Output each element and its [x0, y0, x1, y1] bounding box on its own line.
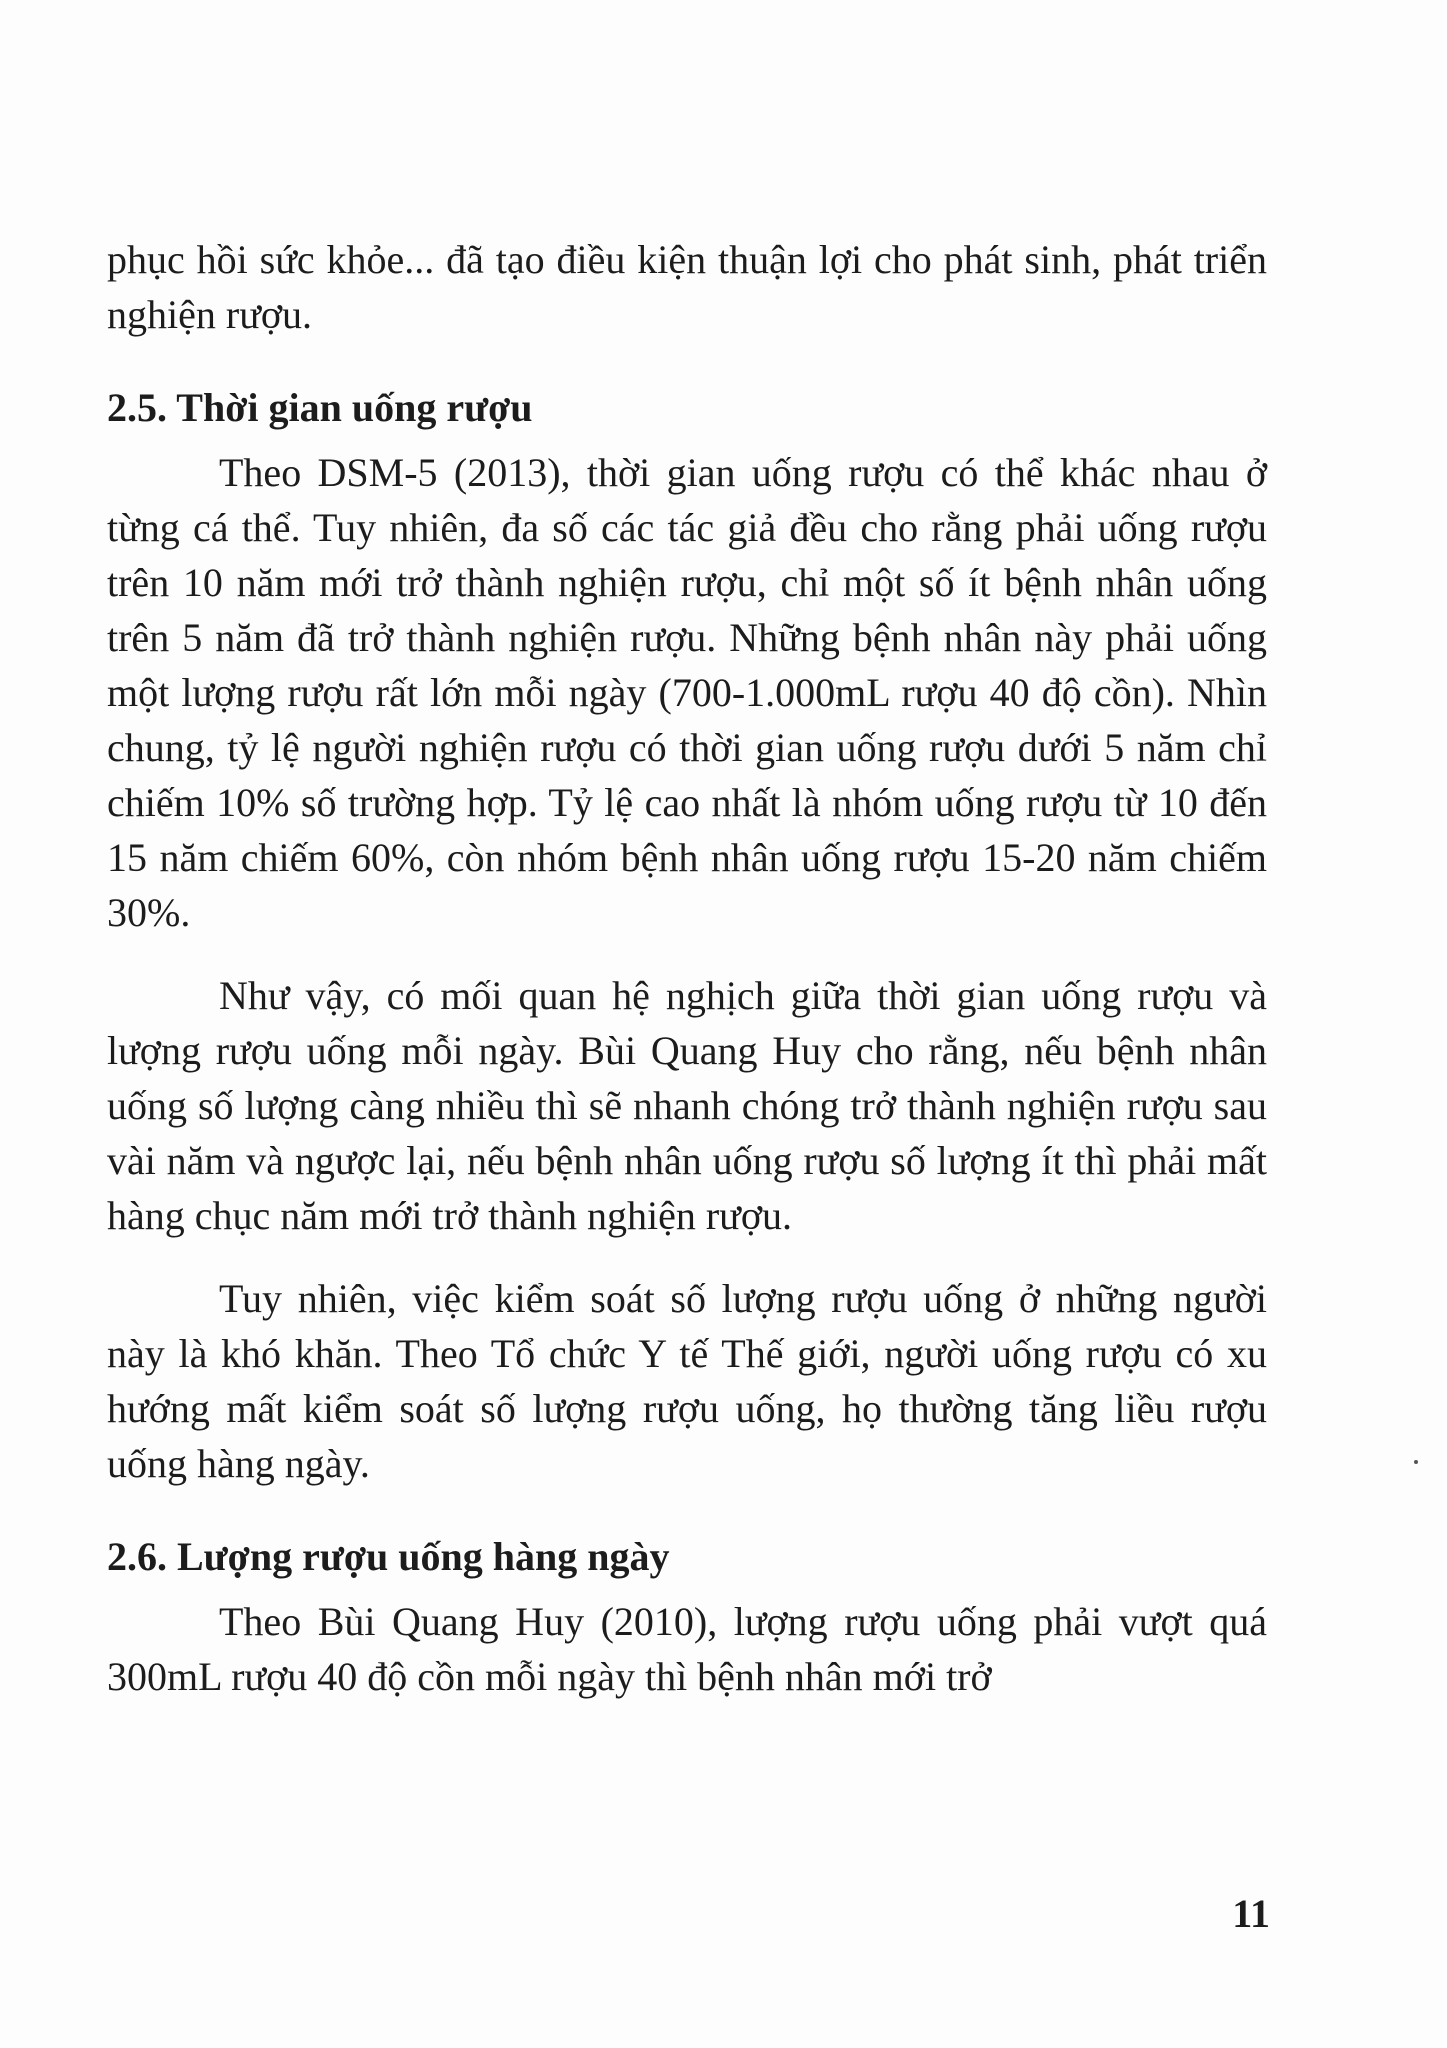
scan-speck	[1414, 1460, 1418, 1464]
paragraph-inverse-relation: Như vậy, có mối quan hệ nghịch giữa thời gian uống rượu và lượng rượu uống mỗi ngày. Bùi Quang Huy cho rằng, nếu bệnh nhân uống số lượng càng nhiều thì sẽ nhanh chóng trở thành nghiện rượu sau vài năm và ngược lại, nếu bệnh nhân uống rượu số lượng ít thì phải mất hàng chục năm mới trở thành nghiện rượu.	[107, 973, 1267, 1238]
paragraph-control: Tuy nhiên, việc kiểm soát số lượng rượu uống ở những người này là khó khăn. Theo Tổ chức Y tế Thế giới, người uống rượu có xu hướng mất kiểm soát số lượng rượu uống, họ thường tăng liều rượu uống hàng ngày.	[107, 1276, 1267, 1486]
page-body	[107, 232, 1267, 1704]
section-heading-2-6: 2.6. Lượng rượu uống hàng ngày	[107, 1534, 670, 1579]
paragraph-continuation: phục hồi sức khỏe... đã tạo điều kiện thuận lợi cho phát sinh, phát triển nghiện rượu.	[107, 237, 1267, 337]
page-number: 11	[1232, 1891, 1270, 1936]
paragraph-daily-amount: Theo Bùi Quang Huy (2010), lượng rượu uống phải vượt quá 300mL rượu 40 độ cồn mỗi ngày thì bệnh nhân mới trở	[107, 1599, 1267, 1699]
section-heading-2-5: 2.5. Thời gian uống rượu	[107, 385, 533, 430]
paragraph-dsm5: Theo DSM-5 (2013), thời gian uống rượu có thể khác nhau ở từng cá thể. Tuy nhiên, đa số các tác giả đều cho rằng phải uống rượu trên 10 năm mới trở thành nghiện rượu, chỉ một số ít bệnh nhân uống trên 5 năm đã trở thành nghiện rượu. Những bệnh nhân này phải uống một lượng rượu rất lớn mỗi ngày (700-1.000mL rượu 40 độ cồn). Nhìn chung, tỷ lệ người nghiện rượu có thời gian uống rượu dưới 5 năm chỉ chiếm 10% số trường hợp. Tỷ lệ cao nhất là nhóm uống rượu từ 10 đến 15 năm chiếm 60%, còn nhóm bệnh nhân uống rượu 15-20 năm chiếm 30%.	[107, 450, 1267, 935]
